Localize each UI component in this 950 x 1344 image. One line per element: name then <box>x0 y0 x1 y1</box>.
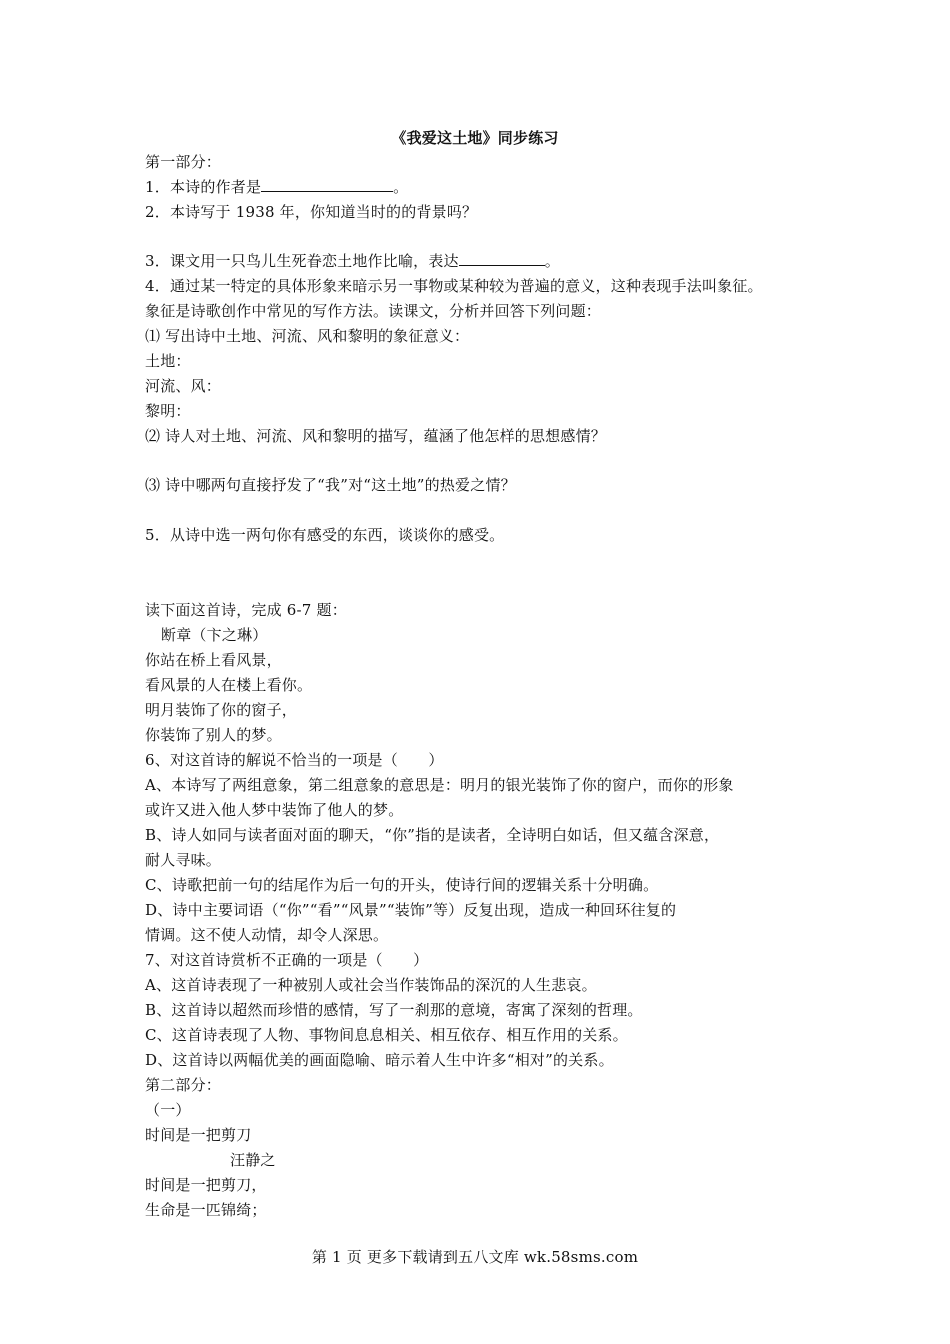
question-6: 6、对这首诗的解说不恰当的一项是（ ） <box>145 751 444 769</box>
answer-label-dawn: 黎明： <box>145 402 191 420</box>
poem2-line: 时间是一把剪刀， <box>145 1176 267 1194</box>
question-5: 5．从诗中选一两句你有感受的东西，谈谈你的感受。 <box>145 526 505 544</box>
q7-option-a: A、这首诗表现了一种被别人或社会当作装饰品的深沉的人生悲哀。 <box>145 976 597 994</box>
q6-option-a: A、本诗写了两组意象，第二组意象的意思是：明月的银光装饰了你的窗户，而你的形象 <box>145 776 734 794</box>
poem-line: 你站在桥上看风景， <box>145 651 282 669</box>
question-2: 2．本诗写于 1938 年，你知道当时的的背景吗？ <box>145 203 478 221</box>
q7-option-b: B、这首诗以超然而珍惜的感情，写了一刹那的意境，寄寓了深刻的哲理。 <box>145 1001 643 1019</box>
poem2-author: 汪静之 <box>230 1151 276 1169</box>
question-4-line-2: 象征是诗歌创作中常见的写作方法。读课文，分析并回答下列问题： <box>145 302 602 320</box>
question-3-end: 。 <box>544 252 560 270</box>
question-4-1: ⑴ 写出诗中土地、河流、风和黎明的象征意义： <box>145 327 470 345</box>
poem2-title: 时间是一把剪刀 <box>145 1126 252 1144</box>
answer-blank <box>459 251 545 266</box>
q6-option-d: D、诗中主要词语（“你”“看”“风景”“装饰”等）反复出现，造成一种回环往复的 <box>145 901 677 919</box>
question-1 <box>145 177 408 197</box>
question-1-text: 1．本诗的作者是 <box>145 178 262 196</box>
q6-option-b: B、诗人如同与读者面对面的聊天，“你”指的是读者，全诗明白如话，但又蕴含深意， <box>145 826 720 844</box>
question-1-end: 。 <box>393 178 409 196</box>
part-one-heading: 第一部分： <box>145 153 222 171</box>
part-two-heading: 第二部分： <box>145 1076 222 1094</box>
question-4-2: ⑵ 诗人对土地、河流、风和黎明的描写，蕴涵了他怎样的思想感情？ <box>145 427 606 445</box>
poem2-line: 生命是一匹锦绮； <box>145 1201 267 1219</box>
question-4-line-1: 4．通过某一特定的具体形象来暗示另一事物或某种较为普遍的意义，这种表现手法叫象征。 <box>145 277 763 295</box>
question-7: 7、对这首诗赏析不正确的一项是（ ） <box>145 951 429 969</box>
page-title: 《我爱这土地》同步练习 <box>391 129 559 147</box>
reading-intro: 读下面这首诗，完成 6-7 题： <box>145 601 347 619</box>
page-footer: 第 1 页 更多下载请到五八文库 wk.58sms.com <box>311 1248 639 1266</box>
answer-label-river-wind: 河流、风： <box>145 377 222 395</box>
q6-option-d-cont: 情调。这不使人动情，却令人深思。 <box>145 926 389 944</box>
q6-option-a-cont: 或许又进入他人梦中装饰了他人的梦。 <box>145 801 404 819</box>
question-3-text: 3．课文用一只鸟儿生死眷恋土地作比喻，表达 <box>145 252 459 270</box>
q6-option-b-cont: 耐人寻味。 <box>145 851 222 869</box>
section-one-heading: （一） <box>145 1101 191 1119</box>
q7-option-c: C、这首诗表现了人物、事物间息息相关、相互依存、相互作用的关系。 <box>145 1026 628 1044</box>
question-4-3: ⑶ 诗中哪两句直接抒发了“我”对“这土地”的热爱之情？ <box>145 476 516 494</box>
poem-title: 断章（卞之琳） <box>161 626 268 644</box>
poem-line: 看风景的人在楼上看你。 <box>145 676 313 694</box>
answer-label-land: 土地： <box>145 352 191 370</box>
answer-blank <box>261 177 393 192</box>
question-3 <box>145 251 560 271</box>
q6-option-c: C、诗歌把前一句的结尾作为后一句的开头，使诗行间的逻辑关系十分明确。 <box>145 876 659 894</box>
poem-line: 明月装饰了你的窗子， <box>145 701 298 719</box>
q7-option-d: D、这首诗以两幅优美的画面隐喻、暗示着人生中许多“相对”的关系。 <box>145 1051 614 1069</box>
poem-line: 你装饰了别人的梦。 <box>145 726 282 744</box>
